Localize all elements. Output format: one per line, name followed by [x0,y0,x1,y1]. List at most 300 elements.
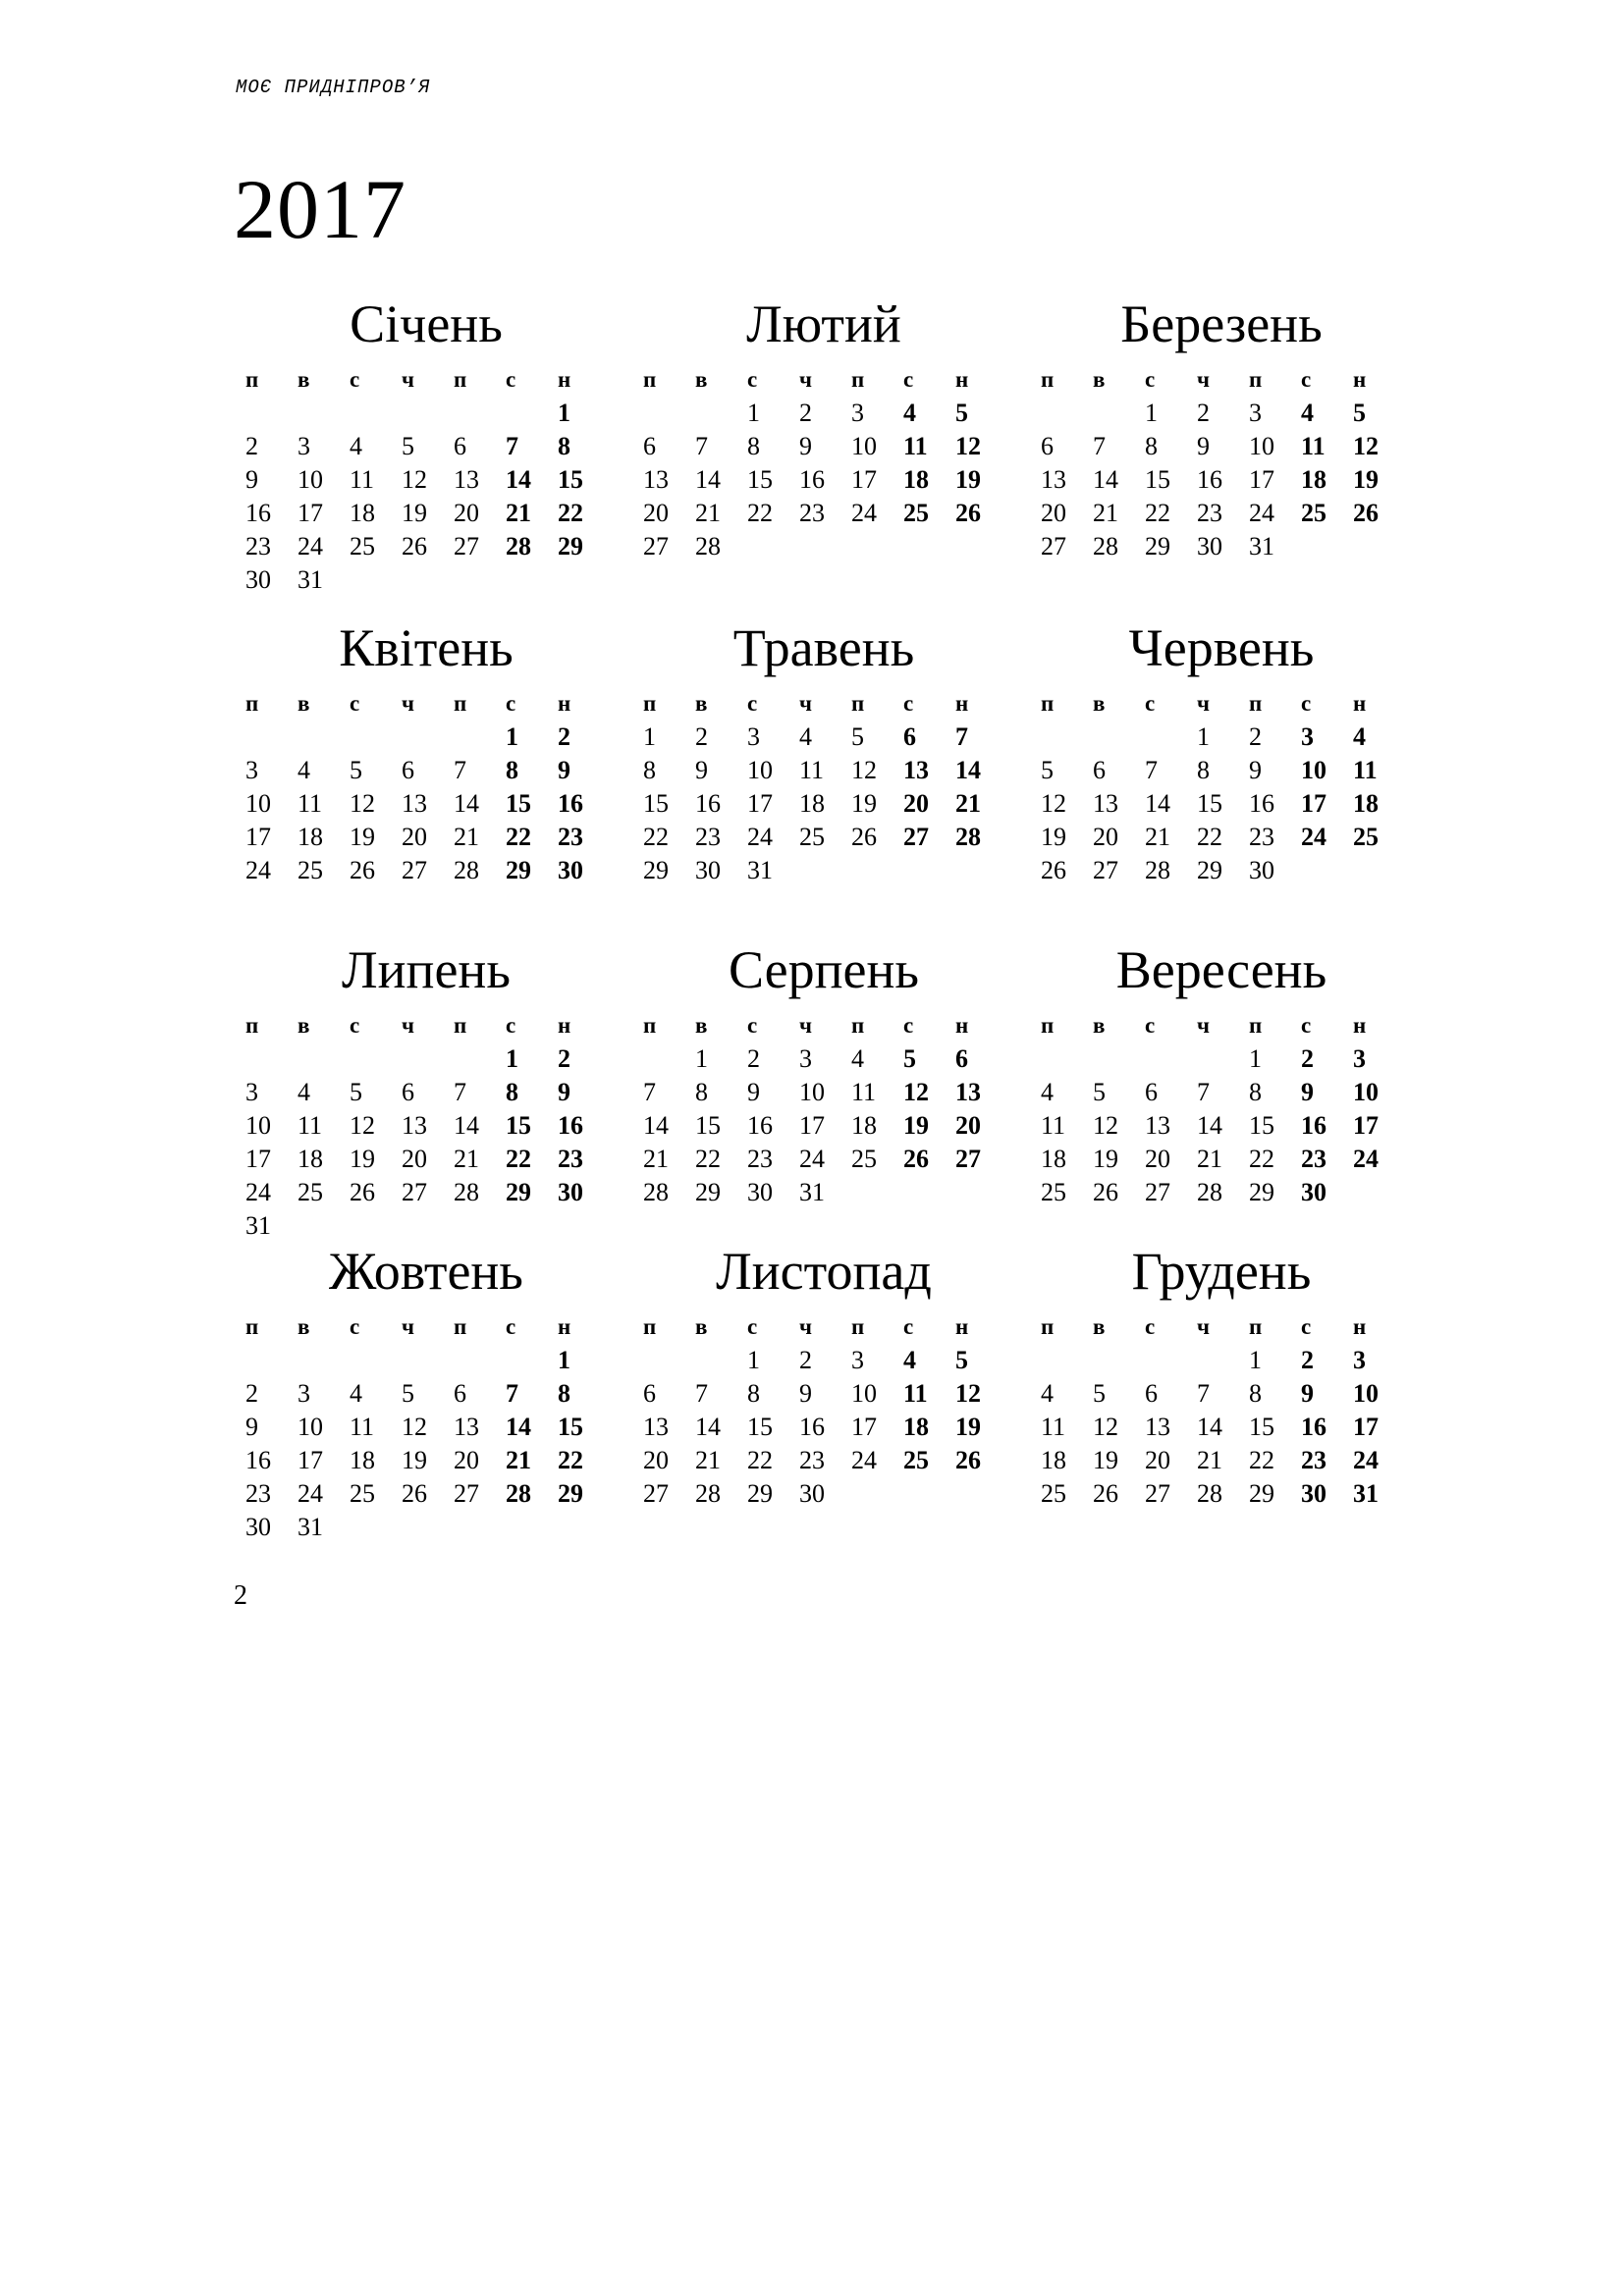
day-cell: 1 [747,399,760,427]
day-cell: 19 [1041,823,1066,851]
page-number: 2 [234,1580,247,1611]
day-cell: 20 [402,823,427,851]
running-header: МОЄ ПРИДНІПРОВ’Я [236,77,431,98]
day-cell: 25 [1041,1479,1066,1508]
weekday-header: с [350,1314,360,1339]
weekday-header: в [1093,367,1106,392]
weekend-day: 14 [506,465,531,494]
day-cell: 1 [747,1346,760,1374]
weekend-day: 25 [1301,499,1326,527]
weekend-day: 15 [558,465,583,494]
month-name: Травень [732,618,915,677]
weekend-day: 4 [1301,399,1314,427]
year-title: 2017 [234,162,406,256]
day-cell: 25 [350,532,375,561]
day-cell: 4 [1041,1379,1054,1408]
day-cell: 31 [245,1211,271,1240]
weekday-header: с [903,367,914,392]
empty-cell [1083,1344,1135,1377]
day-cell: 18 [851,1111,877,1140]
day-cell: 12 [1093,1111,1118,1140]
month-name: Січень [350,294,503,353]
empty-cell [340,721,392,754]
day-cell: 13 [1145,1111,1170,1140]
day-cell: 28 [695,1479,721,1508]
weekday-header: с [747,1314,758,1339]
day-cell: 20 [1145,1446,1170,1474]
weekday-header: п [851,691,865,716]
empty-cell [444,397,496,430]
month-grid [633,363,987,563]
weekend-day: 26 [1353,499,1379,527]
weekday-header: н [955,691,969,716]
day-cell: 9 [245,1413,258,1441]
weekday-header: н [1353,691,1367,716]
day-cell: 22 [747,499,773,527]
empty-cell [1083,397,1135,430]
day-cell: 19 [402,1446,427,1474]
day-cell: 13 [402,789,427,818]
month-block [236,618,589,887]
weekday-header: в [298,367,310,392]
day-cell: 27 [402,856,427,884]
weekday-header: п [1249,691,1263,716]
weekend-day: 20 [955,1111,981,1140]
day-cell: 17 [851,465,877,494]
day-cell: 15 [695,1111,721,1140]
empty-cell [288,1344,340,1377]
empty-cell [236,397,288,430]
weekday-header: ч [1197,691,1210,716]
day-cell: 18 [350,1446,375,1474]
weekend-day: 28 [506,532,531,561]
month-block [1031,940,1384,1209]
day-cell: 15 [643,789,669,818]
month-name: Березень [1120,294,1323,353]
day-cell: 4 [1041,1078,1054,1106]
weekday-header: с [506,691,516,716]
weekend-day: 15 [506,1111,531,1140]
empty-cell [444,1042,496,1076]
weekday-header: п [1249,1314,1263,1339]
day-cell: 21 [695,499,721,527]
weekend-day: 4 [903,1346,916,1374]
weekday-header: с [903,1013,914,1038]
day-cell: 24 [298,1479,323,1508]
day-cell: 15 [1249,1413,1274,1441]
weekday-header: ч [402,691,414,716]
day-cell: 9 [1197,432,1210,460]
day-cell: 23 [799,499,825,527]
weekend-day: 26 [955,499,981,527]
weekend-day: 13 [955,1078,981,1106]
day-cell: 4 [298,756,310,784]
weekday-header: н [558,691,571,716]
day-cell: 20 [1145,1145,1170,1173]
weekday-header: п [1249,367,1263,392]
day-cell: 5 [1093,1078,1106,1106]
day-cell: 16 [799,465,825,494]
day-cell: 23 [799,1446,825,1474]
day-cell: 10 [851,1379,877,1408]
weekday-header: п [643,367,657,392]
day-cell: 24 [245,856,271,884]
weekend-day: 11 [903,1379,928,1408]
weekend-day: 24 [1301,823,1326,851]
weekday-header: п [1041,1314,1055,1339]
weekday-header: п [643,1314,657,1339]
weekend-day: 18 [1353,789,1379,818]
weekday-header: н [955,1013,969,1038]
empty-cell [685,1344,737,1377]
empty-cell [288,721,340,754]
day-cell: 30 [245,1513,271,1541]
weekday-header: ч [799,1013,812,1038]
weekday-header: п [643,1013,657,1038]
day-cell: 28 [695,532,721,561]
weekend-day: 5 [1353,399,1366,427]
empty-cell [392,397,444,430]
day-cell: 27 [1145,1178,1170,1206]
day-cell: 18 [298,1145,323,1173]
weekday-header: н [955,367,969,392]
day-cell: 3 [747,722,760,751]
weekend-day: 22 [558,499,583,527]
weekend-day: 5 [903,1044,916,1073]
empty-cell [340,1042,392,1076]
weekend-day: 21 [506,499,531,527]
day-cell: 15 [1145,465,1170,494]
weekday-header: с [1145,691,1156,716]
empty-cell [288,397,340,430]
day-cell: 6 [402,756,414,784]
weekday-header: п [454,367,467,392]
weekend-day: 23 [558,823,583,851]
day-cell: 9 [747,1078,760,1106]
weekend-day: 18 [903,465,929,494]
weekday-header: п [643,691,657,716]
weekday-header: п [245,691,259,716]
weekday-header: в [695,367,708,392]
weekday-header: п [851,367,865,392]
day-cell: 12 [1093,1413,1118,1441]
weekday-header: в [1093,1314,1106,1339]
day-cell: 26 [1093,1178,1118,1206]
weekday-header: п [454,1314,467,1339]
month-block [236,1242,589,1544]
month-grid [633,1009,987,1209]
weekend-day: 18 [1301,465,1326,494]
weekend-day: 9 [558,1078,570,1106]
weekend-day: 17 [1353,1413,1379,1441]
day-cell: 26 [350,856,375,884]
weekday-header: ч [1197,1314,1210,1339]
day-cell: 1 [1197,722,1210,751]
empty-cell [1083,721,1135,754]
day-cell: 24 [245,1178,271,1206]
day-cell: 17 [245,1145,271,1173]
weekday-header: н [1353,1013,1367,1038]
month-grid [633,1310,987,1511]
day-cell: 26 [851,823,877,851]
weekend-day: 27 [955,1145,981,1173]
empty-cell [444,721,496,754]
empty-cell [236,721,288,754]
day-cell: 14 [695,1413,721,1441]
empty-cell [444,1344,496,1377]
day-cell: 8 [1249,1379,1262,1408]
weekday-header: н [1353,367,1367,392]
weekday-header: п [1041,1013,1055,1038]
day-cell: 13 [1145,1413,1170,1441]
weekend-day: 7 [506,1379,518,1408]
day-cell: 2 [799,399,812,427]
day-cell: 7 [1093,432,1106,460]
day-cell: 24 [851,1446,877,1474]
weekend-day: 22 [506,1145,531,1173]
weekday-header: в [695,1013,708,1038]
day-cell: 8 [747,432,760,460]
month-name: Вересень [1115,940,1327,999]
month-block [236,940,589,1243]
day-cell: 22 [1145,499,1170,527]
day-cell: 8 [1197,756,1210,784]
day-cell: 20 [454,1446,479,1474]
weekend-day: 13 [903,756,929,784]
weekday-header: ч [1197,367,1210,392]
weekend-day: 7 [955,722,968,751]
weekday-header: в [298,1314,310,1339]
weekday-header: в [298,691,310,716]
day-cell: 12 [350,789,375,818]
weekday-header: в [695,691,708,716]
weekend-day: 2 [558,722,570,751]
empty-cell [340,397,392,430]
month-grid [1031,687,1384,887]
day-cell: 4 [799,722,812,751]
day-cell: 1 [643,722,656,751]
weekend-day: 29 [506,1178,531,1206]
month-name: Лютий [746,294,901,353]
day-cell: 18 [298,823,323,851]
weekend-day: 18 [903,1413,929,1441]
empty-cell [1031,721,1083,754]
weekend-day: 24 [1353,1446,1379,1474]
weekend-day: 15 [558,1413,583,1441]
weekday-header: н [558,367,571,392]
day-cell: 11 [298,1111,323,1140]
day-cell: 2 [799,1346,812,1374]
weekend-day: 1 [558,399,570,427]
day-cell: 21 [454,1145,479,1173]
weekday-header: ч [799,691,812,716]
day-cell: 30 [747,1178,773,1206]
day-cell: 10 [245,1111,271,1140]
day-cell: 3 [799,1044,812,1073]
day-cell: 9 [799,432,812,460]
day-cell: 6 [1145,1379,1158,1408]
weekend-day: 6 [903,722,916,751]
empty-cell [236,1042,288,1076]
weekend-day: 10 [1353,1078,1379,1106]
weekend-day: 2 [1301,1346,1314,1374]
day-cell: 22 [747,1446,773,1474]
day-cell: 24 [298,532,323,561]
empty-cell [685,397,737,430]
day-cell: 29 [643,856,669,884]
day-cell: 25 [1041,1178,1066,1206]
day-cell: 27 [402,1178,427,1206]
weekend-day: 27 [903,823,929,851]
weekday-header: п [245,1314,259,1339]
day-cell: 9 [799,1379,812,1408]
day-cell: 16 [245,1446,271,1474]
weekday-header: с [506,367,516,392]
day-cell: 14 [695,465,721,494]
weekend-day: 8 [506,1078,518,1106]
day-cell: 11 [350,1413,375,1441]
day-cell: 7 [643,1078,656,1106]
weekday-header: п [245,367,259,392]
day-cell: 6 [1093,756,1106,784]
month-name: Липень [342,940,511,999]
weekend-day: 2 [558,1044,570,1073]
day-cell: 23 [695,823,721,851]
day-cell: 16 [1249,789,1274,818]
day-cell: 30 [799,1479,825,1508]
weekend-day: 14 [506,1413,531,1441]
day-cell: 27 [454,532,479,561]
weekend-day: 25 [903,1446,929,1474]
weekend-day: 6 [955,1044,968,1073]
day-cell: 25 [298,856,323,884]
empty-cell [1083,1042,1135,1076]
weekday-header: в [298,1013,310,1038]
day-cell: 11 [1041,1413,1066,1441]
weekday-header: с [350,1013,360,1038]
day-cell: 24 [1249,499,1274,527]
day-cell: 27 [1093,856,1118,884]
weekday-header: п [454,691,467,716]
day-cell: 12 [851,756,877,784]
weekday-header: с [1301,367,1312,392]
weekend-day: 3 [1353,1346,1366,1374]
day-cell: 5 [1093,1379,1106,1408]
weekend-day: 8 [558,1379,570,1408]
weekend-day: 15 [506,789,531,818]
month-grid [1031,1009,1384,1209]
day-cell: 31 [298,1513,323,1541]
weekday-header: п [245,1013,259,1038]
day-cell: 27 [643,1479,669,1508]
day-cell: 10 [851,432,877,460]
day-cell: 13 [402,1111,427,1140]
weekday-header: с [1301,1013,1312,1038]
empty-cell [1031,397,1083,430]
weekday-header: с [1145,1314,1156,1339]
weekend-day: 16 [1301,1111,1326,1140]
day-cell: 2 [245,1379,258,1408]
weekend-day: 19 [955,1413,981,1441]
day-cell: 26 [1093,1479,1118,1508]
day-cell: 13 [1041,465,1066,494]
day-cell: 6 [454,432,466,460]
empty-cell [633,1344,685,1377]
day-cell: 4 [350,1379,362,1408]
day-cell: 26 [350,1178,375,1206]
weekend-day: 4 [903,399,916,427]
day-cell: 5 [350,756,362,784]
weekday-header: ч [402,367,414,392]
month-name: Квітень [339,618,514,677]
weekend-day: 9 [1301,1379,1314,1408]
weekend-day: 11 [1301,432,1326,460]
day-cell: 23 [747,1145,773,1173]
day-cell: 4 [851,1044,864,1073]
weekday-header: п [1041,691,1055,716]
weekend-day: 30 [1301,1178,1326,1206]
day-cell: 2 [1197,399,1210,427]
day-cell: 3 [245,1078,258,1106]
day-cell: 11 [350,465,375,494]
day-cell: 18 [1041,1446,1066,1474]
weekday-header: ч [1197,1013,1210,1038]
weekend-day: 16 [1301,1413,1326,1441]
day-cell: 2 [747,1044,760,1073]
weekday-header: п [1041,367,1055,392]
weekend-day: 17 [1353,1111,1379,1140]
day-cell: 22 [1249,1145,1274,1173]
day-cell: 5 [350,1078,362,1106]
weekend-day: 4 [1353,722,1366,751]
day-cell: 12 [1041,789,1066,818]
day-cell: 31 [799,1178,825,1206]
weekend-day: 30 [558,1178,583,1206]
day-cell: 7 [695,1379,708,1408]
day-cell: 14 [454,789,479,818]
day-cell: 3 [851,399,864,427]
weekday-header: с [506,1314,516,1339]
day-cell: 15 [1249,1111,1274,1140]
month-grid [1031,1310,1384,1511]
empty-cell [496,1344,548,1377]
weekend-day: 1 [506,1044,518,1073]
day-cell: 20 [454,499,479,527]
weekend-day: 21 [955,789,981,818]
day-cell: 5 [402,1379,414,1408]
weekday-header: ч [799,367,812,392]
day-cell: 20 [402,1145,427,1173]
weekday-header: в [695,1314,708,1339]
day-cell: 20 [643,1446,669,1474]
weekend-day: 25 [1353,823,1379,851]
weekend-day: 5 [955,1346,968,1374]
month-block [236,294,589,597]
empty-cell [1135,1344,1187,1377]
day-cell: 3 [298,432,310,460]
month-block [1031,1242,1384,1511]
day-cell: 1 [695,1044,708,1073]
weekday-header: с [903,691,914,716]
day-cell: 10 [298,1413,323,1441]
weekday-header: с [1301,691,1312,716]
weekend-day: 5 [955,399,968,427]
day-cell: 17 [747,789,773,818]
day-cell: 7 [454,756,466,784]
day-cell: 16 [747,1111,773,1140]
weekend-day: 7 [506,432,518,460]
weekend-day: 23 [1301,1446,1326,1474]
